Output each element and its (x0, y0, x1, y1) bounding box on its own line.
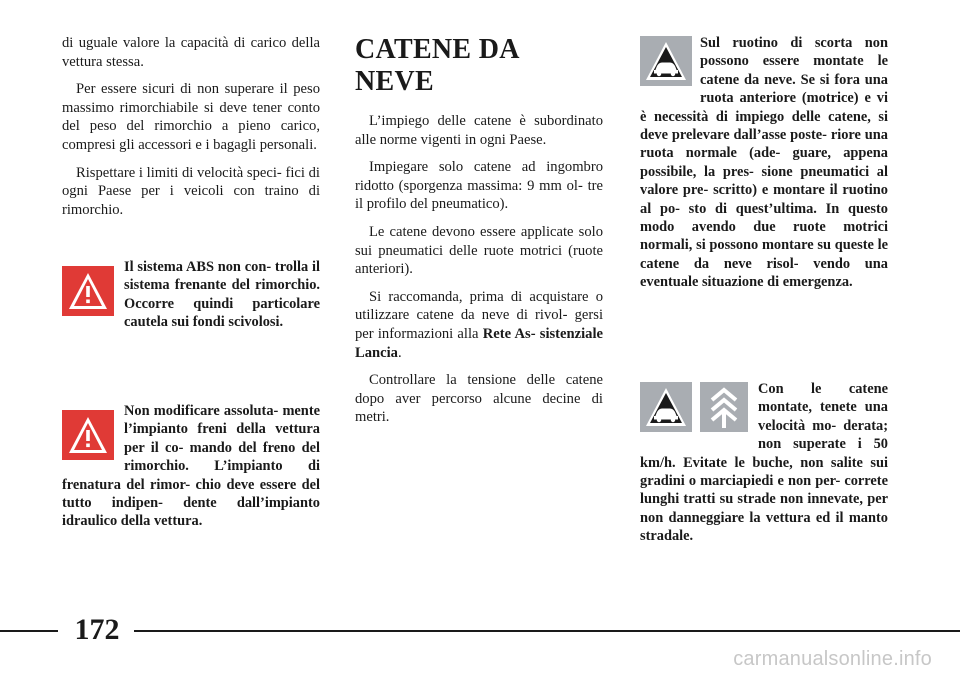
footer-rule-left (0, 630, 58, 632)
note-spare-text: Sul ruotino di scorta non possono essere montate le catene da neve. Se si fora una ruota anteriore (motrice) e vi è necessità di impiego delle catene, si deve prelevare dall’asse poste- riore una ruota normale (ade- guare, appena possibile, la pres- sione pneumatici al valore pre- scritto) e montare il ruotino al po- sto di quest’ultima. In questo modo avendo due ruote motrici normali, si possono montare su queste le catene da neve risol- vendo una eventuale situazione di emergenza. (640, 35, 888, 291)
dealer-text-end: . (397, 344, 402, 361)
warning-brakes (62, 402, 320, 531)
paragraph-drive-wheels: Le catene devono essere applicate solo sui pneumatici delle ruote motrici (ruote anteriori). (355, 223, 603, 278)
car-warning-icon (640, 36, 692, 86)
paragraph-dealer (355, 288, 603, 362)
warning-brakes-text: Non modificare assoluta- mente l’impianto freni della vettura per il co- mando del freno del rimorchio. L’impianto di frenatura del rimor- chio deve essere del tutto indipen- dente dall’impianto idraulico della vettura. (62, 403, 320, 530)
dealer-text: Si raccomanda, prima di acquistare o utilizzare catene da neve di rivol- gersi per informazioni alla (355, 288, 603, 342)
note-chains-speed (640, 380, 888, 546)
paragraph-speed-limits: Rispettare i limiti di velocità speci- fici di ogni Paese per i veicoli con traino di rimorchio. (62, 164, 320, 218)
note-spare-wheel (640, 34, 888, 292)
section-title: CATENE DA NEVE (355, 34, 519, 97)
paragraph-chain-size: Impiegare solo catene ad ingombro ridotto (sporgenza massima: 9 mm ol- tre il profilo del pneumatico). (355, 159, 603, 213)
dealer-network-name: Rete As- sistenziale Lancia (355, 325, 603, 361)
footer-rule-right (134, 630, 960, 632)
column-middle (355, 34, 603, 436)
column-left (62, 34, 320, 228)
warning-triangle-icon (62, 266, 114, 316)
warning-abs-text: Il sistema ABS non con- trolla il sistema frenante del rimorchio. Occorre quindi particolare cautela sui fondi scivolosi. (124, 259, 320, 331)
snow-chains-icon (700, 382, 748, 432)
warning-triangle-icon (62, 410, 114, 460)
page-number: 172 (74, 613, 120, 646)
watermark: carmanualsonline.info (733, 648, 932, 670)
paragraph-capacity: di uguale valore la capacità di carico della vettura stessa. (62, 35, 320, 70)
note-chains-text: Con le catene montate, tenete una velocità mo- derata; non superate i 50 km/h. Evitate le buche, non salite sui gradini o marciapiedi e non per- correte lunghi tratti su strade non innevate, per non danneggiare la vettura ed il manto stradale. (640, 381, 888, 545)
paragraph-towing-weight: Per essere sicuri di non superare il peso massimo rimorchiabile si deve tener conto del peso del rimorchio a pieno carico, compresi gli accessori e i bagagli personali. (62, 81, 320, 153)
paragraph-tension: Controllare la tensione delle catene dopo aver percorso alcune decine di metri. (355, 372, 603, 426)
warning-abs (62, 258, 320, 332)
paragraph-regulations: L’impiego delle catene è subordinato alle norme vigenti in ogni Paese. (355, 113, 603, 148)
car-warning-icon (640, 382, 692, 432)
